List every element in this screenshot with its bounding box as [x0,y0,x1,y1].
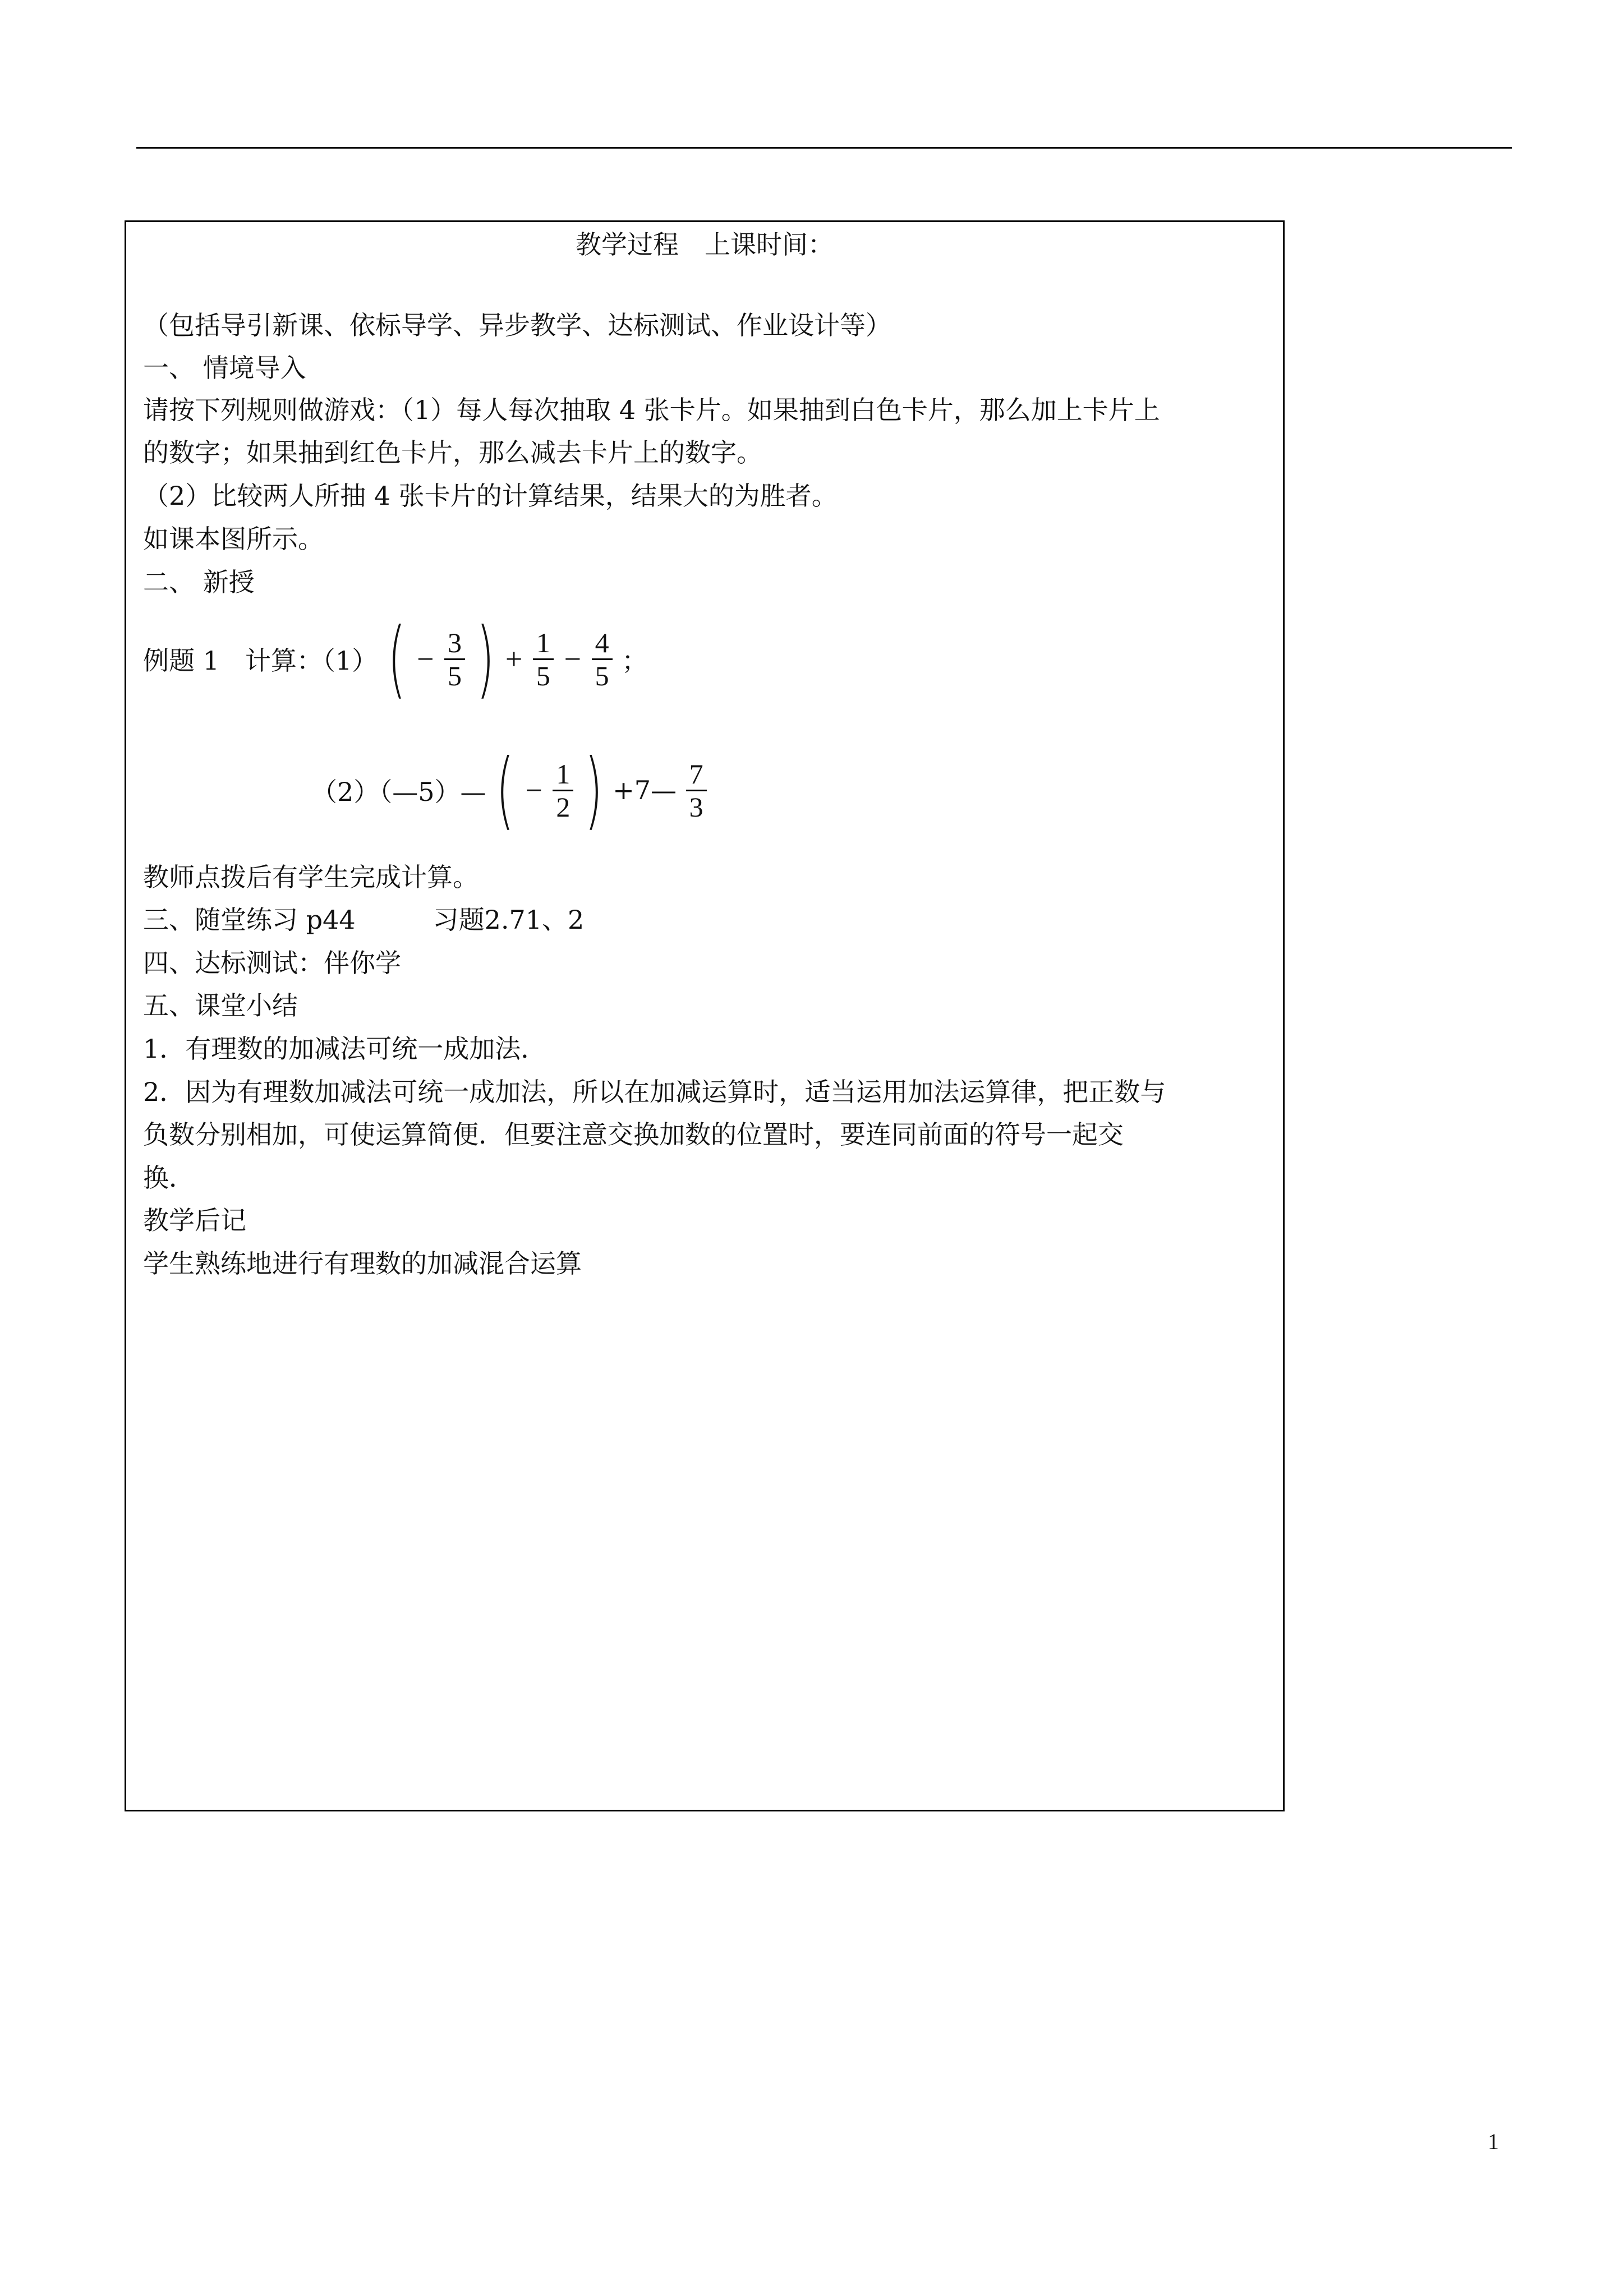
right-paren: ) [585,741,603,839]
section5-heading: 五、课堂小结 [143,990,298,1021]
section2-after-text: 教师点拨后有学生完成计算。 [143,862,479,892]
example1-expression-2 [311,741,708,839]
summary-point-2-line3: 换． [143,1163,195,1193]
postscript-heading: 教学后记 [143,1205,246,1235]
example1-expression-1 [143,610,648,708]
left-paren: ( [387,610,406,708]
fraction-denominator: 3 [689,791,703,823]
section4-heading: 四、达标测试：伴你学 [143,948,401,978]
right-paren: ) [476,610,495,708]
fraction-denominator: 5 [595,660,609,691]
semicolon: ； [622,646,648,676]
section1-line1: 请按下列规则做游戏：（1）每人每次抽取 4 张卡片。如果抽到白色卡片，那么加上卡片上 [143,395,1160,425]
page-number: 1 [1488,2129,1499,2154]
fraction-numerator: 4 [592,627,613,660]
expression2-middle: +7— [613,775,677,805]
fraction-denominator: 5 [448,660,462,691]
lesson-table [125,220,1285,1811]
fraction-numerator: 1 [553,758,573,791]
minus-sign: − [564,642,581,676]
expression2-prefix: （2）（—5）— [311,777,486,807]
summary-point-2-line1: 2．因为有理数加减法可统一成加法，所以在加减运算时，适当运用加法运算律，把正数与 [143,1077,1166,1107]
summary-point-2-line2: 负数分别相加，可使运算简便．但要注意交换加数的位置时，要连同前面的符号一起交 [143,1119,1124,1150]
fraction-denominator: 5 [536,660,550,691]
minus-sign: − [525,773,542,807]
section1-line2: 的数字；如果抽到红色卡片，那么减去卡片上的数字。 [143,437,762,468]
fraction-denominator: 2 [556,791,571,823]
intro-text: （包括导引新课、依标导学、异步教学、达标测试、作业设计等） [143,310,891,340]
example1-label: 例题 1 计算：（1） [143,646,378,676]
table-header-title: 教学过程 上课时间： [576,229,834,260]
section1-line3: （2）比较两人所抽 4 张卡片的计算结果，结果大的为胜者。 [143,481,838,511]
summary-point-1: 1．有理数的加减法可统一成加法． [143,1034,547,1064]
fraction [592,627,613,691]
fraction [686,758,707,823]
postscript-text: 学生熟练地进行有理数的加减混合运算 [143,1248,582,1279]
fraction [533,627,554,691]
section1-heading: 一、 情境导入 [143,353,306,383]
fraction-numerator: 1 [533,627,554,660]
fraction [553,758,573,823]
section2-heading: 二、 新授 [143,567,255,597]
fraction-numerator: 3 [444,627,465,660]
left-paren: ( [496,741,514,839]
section1-line4: 如课本图所示。 [143,524,324,554]
section3-heading: 三、随堂练习 p44 习题2.71、2 [143,905,585,935]
minus-sign: − [416,642,434,676]
header-rule [136,147,1512,149]
plus-sign: + [505,642,523,676]
fraction [444,627,465,691]
fraction-numerator: 7 [686,758,707,791]
